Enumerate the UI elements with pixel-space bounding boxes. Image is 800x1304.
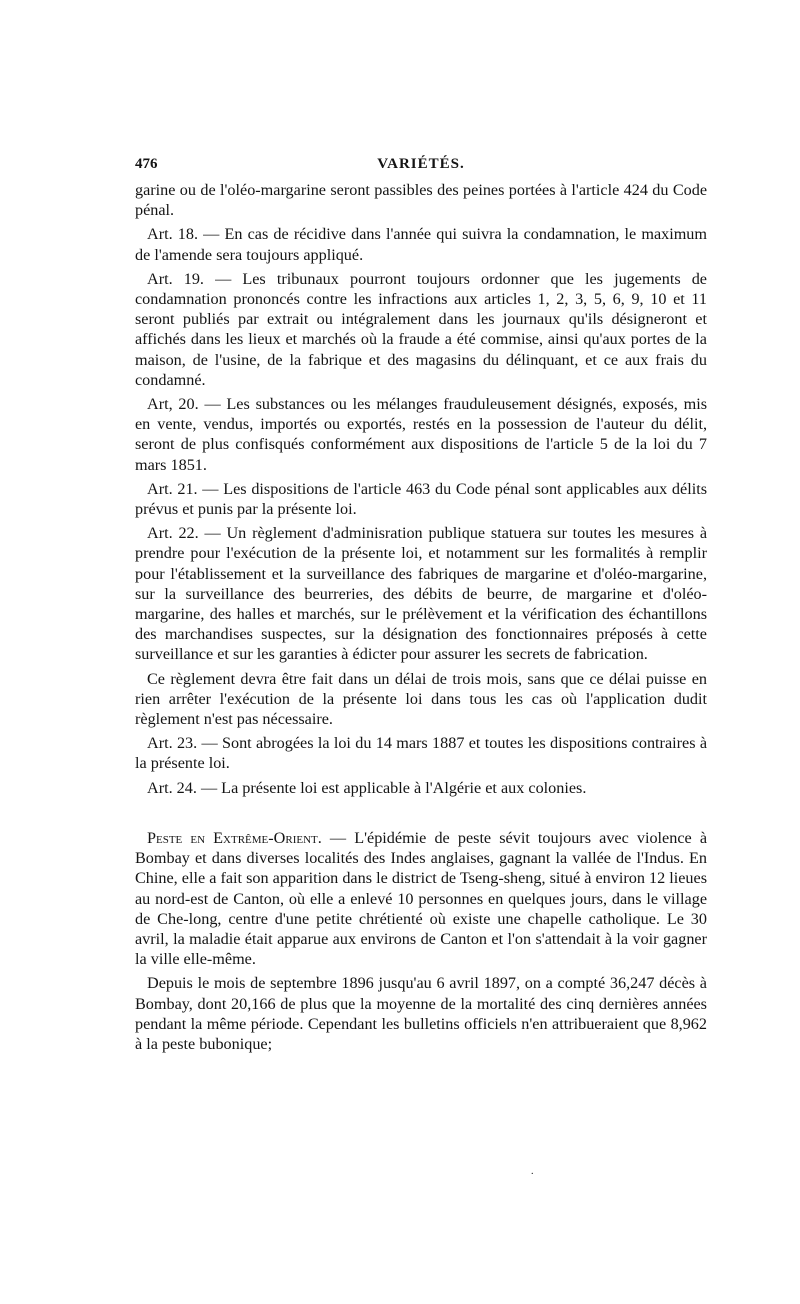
article-paragraph: Art. 23. — Sont abrogées la loi du 14 mars 1887 et toutes les dispositions contraires à la présente loi. [135, 734, 707, 773]
plague-paragraph-2: Depuis le mois de septembre 1896 jusqu'au 6 avril 1897, on a compté 36,247 décès à Bombay, dont 20,166 de plus que la moyenne de la mortalité des cinq dernières années pendant la même période. Cependant les bulletins officiels n'en attribueraient que 8,962 à la peste bubonique; [135, 974, 707, 1053]
plague-paragraph [135, 828, 707, 969]
article-paragraph: Art. 22. — Un règlement d'adminisration publique statuera sur toutes les mesures à prendre pour l'exécution de la présente loi, et notamment sur les formalités à remplir pour l'établissement et la surveillance des fabriques de margarine et d'oléo-margarine, sur la surveillance des beurreries, des débits de beurre, de margarine et d'oléo-margarine, des halles et marchés, sur le prélèvement et la vérification des échantillons des marchandises suspectes, sur la désignation des fonctionnaires préposés à cette surveillance et sur les garanties à édicter pour assurer les secrets de fabrication. [135, 524, 707, 664]
article-paragraph: Ce règlement devra être fait dans un délai de trois mois, sans que ce délai puisse en rien arrêter l'exécution de la présente loi dans tous les cas où l'application dudit règlement n'est pas nécessaire. [135, 669, 707, 729]
plague-section [135, 828, 707, 1054]
footer-mark: . [531, 1166, 534, 1177]
plague-text: — L'épidémie de peste sévit toujours avec violence à Bombay et dans diverses localités des Indes anglaises, gagnant la vallée de l'Indus. En Chine, elle a fait son apparition dans le district de Tseng-sheng, situé à environ 12 lieues au nord-est de Canton, où elle a enlevé 10 personnes en quelques jours, dans le village de Che-long, centre d'une petite chrétienté où existe une chapelle catholique. Le 30 avril, la maladie était apparue aux environs de Canton et l'on s'attendait à la voir gagner la ville elle-même. [135, 828, 707, 969]
section-gap [135, 798, 707, 828]
article-paragraph: Art. 19. — Les tribunaux pourront toujours ordonner que les jugements de condamnation prononcés contre les infractions aux articles 1, 2, 3, 5, 6, 9, 10 et 11 seront publiés par extrait ou intégralement dans les journaux qu'ils désigneront et affichés dans les lieux et marchés où la fraude a été commise, ainsi qu'aux portes de la maison, de l'usine, de la fabrique et des magasins du délinquant, et ce aux frais du condamné. [135, 269, 707, 389]
page-number: 476 [135, 156, 158, 172]
article-paragraph: Art, 20. — Les substances ou les mélanges frauduleusement désignés, exposés, mis en vente, vendus, importés ou exportés, restés en la possession de l'auteur du délit, seront de plus confisqués conformément aux dispositions de l'article 5 de la loi du 7 mars 1851. [135, 395, 707, 474]
article-paragraph: Art. 21. — Les dispositions de l'article 463 du Code pénal sont applicables aux délits prévus et punis par la présente loi. [135, 479, 707, 519]
law-articles [135, 180, 707, 798]
article-paragraph: Art. 18. — En cas de récidive dans l'année qui suivra la condamnation, le maximum de l'amende sera toujours appliqué. [135, 225, 707, 264]
article-paragraph: Art. 24. — La présente loi est applicable à l'Algérie et aux colonies. [147, 778, 587, 797]
document-page [135, 152, 707, 1054]
running-title: VARIÉTÉS. [377, 156, 465, 172]
plague-heading: Peste en Extrême-Orient. [147, 828, 322, 847]
article-paragraph: garine ou de l'oléo-margarine seront passibles des peines portées à l'article 424 du Code pénal. [135, 181, 707, 220]
page-header [135, 152, 707, 180]
